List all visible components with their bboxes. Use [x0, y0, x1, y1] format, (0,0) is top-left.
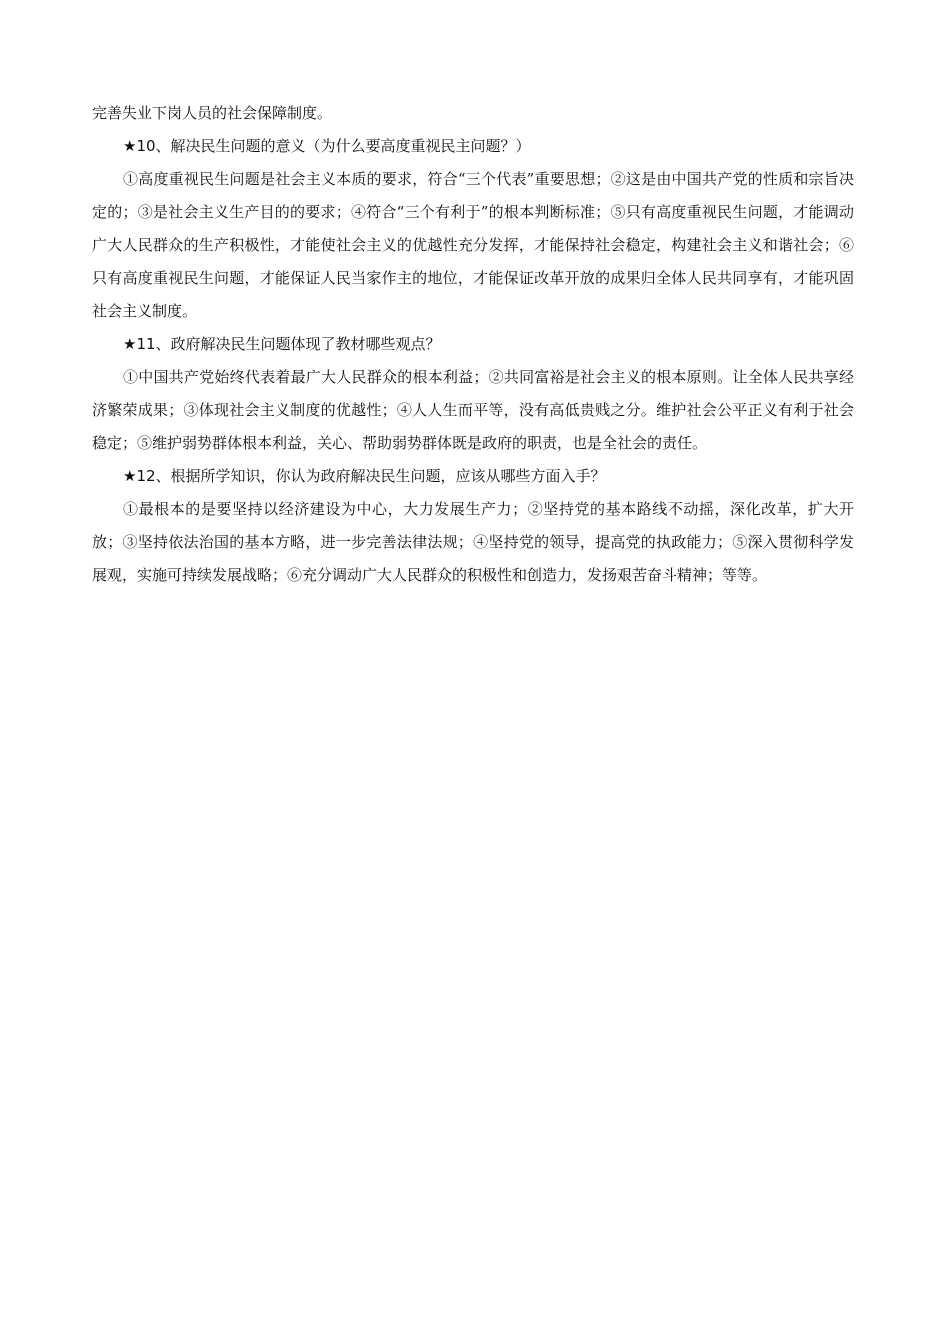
document-body: [92, 97, 854, 592]
answer-paragraph-10: ①高度重视民生问题是社会主义本质的要求，符合“三个代表”重要思想；②这是由中国共产党的性质和宗旨决定的；③是社会主义生产目的的要求；④符合“三个有利于”的根本判断标准；⑤只有高度重视民生问题，才能调动广大人民群众的生产积极性，才能使社会主义的优越性充分发挥，才能保持社会稳定，构建社会主义和谐社会；⑥只有高度重视民生问题，才能保证人民当家作主的地位，才能保证改革开放的成果归全体人民共同享有，才能巩固社会主义制度。: [92, 170, 854, 320]
paragraph-continuation: 完善失业下岗人员的社会保障制度。: [92, 104, 333, 122]
answer-paragraph-12: ①最根本的是要坚持以经济建设为中心，大力发展生产力；②坚持党的基本路线不动摇，深化改革，扩大开放；③坚持依法治国的基本方略，进一步完善法律法规；④坚持党的领导，提高党的执政能力；⑤深入贯彻科学发展观，实施可持续发展战略；⑥充分调动广大人民群众的积极性和创造力，发扬艰苦奋斗精神；等等。: [92, 500, 854, 584]
question-heading-12: ★12、根据所学知识，你认为政府解决民生问题，应该从哪些方面入手？: [123, 467, 606, 485]
question-heading-10: ★10、解决民生问题的意义（为什么要高度重视民主问题？）: [123, 137, 531, 155]
question-heading-11: ★11、政府解决民生问题体现了教材哪些观点？: [123, 335, 441, 353]
answer-paragraph-11: ①中国共产党始终代表着最广大人民群众的根本利益；②共同富裕是社会主义的根本原则。让全体人民共享经济繁荣成果；③体现社会主义制度的优越性；④人人生而平等，没有高低贵贱之分。维护社会公平正义有利于社会稳定；⑤维护弱势群体根本利益，关心、帮助弱势群体既是政府的职责，也是全社会的责任。: [92, 368, 854, 452]
